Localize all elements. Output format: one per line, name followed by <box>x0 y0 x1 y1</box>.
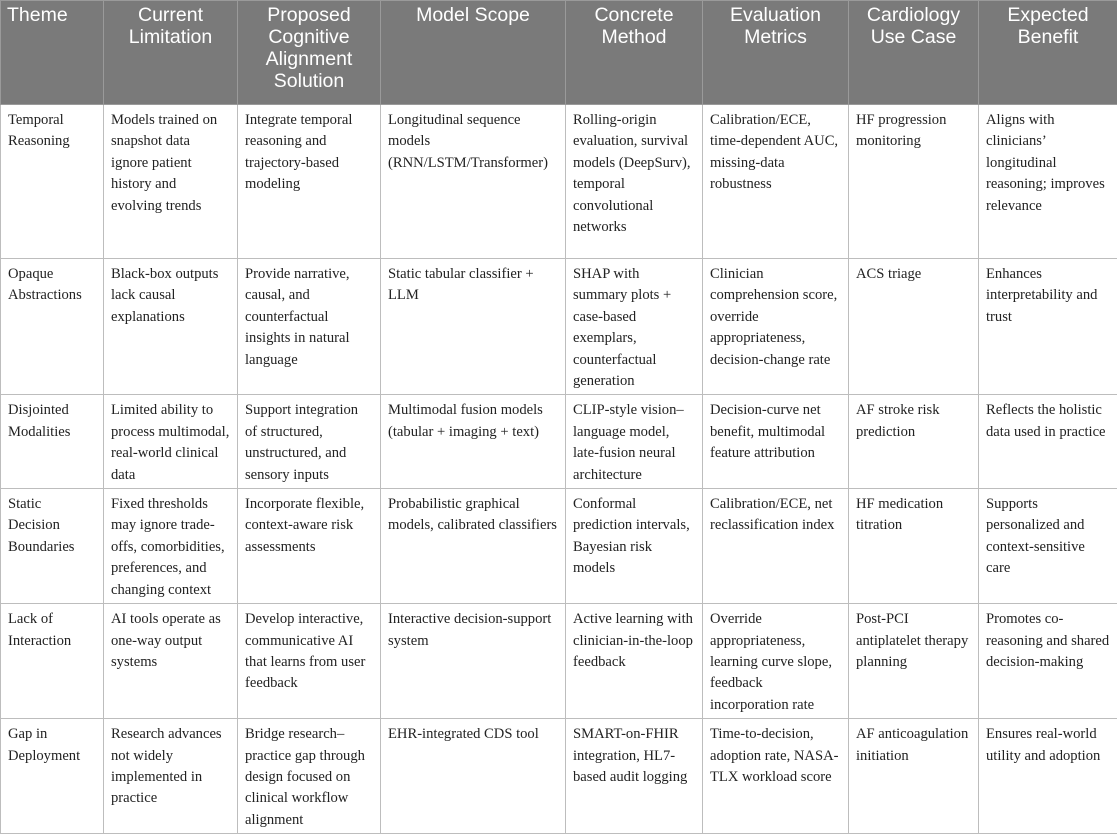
cell-scope: Probabilistic graphical models, calibrated classifiers <box>381 489 566 604</box>
cell-theme: Temporal Reasoning <box>1 105 104 259</box>
cell-benefit: Promotes co-reasoning and shared decision-making <box>979 604 1117 719</box>
cell-scope: Static tabular classifier + LLM <box>381 259 566 395</box>
cell-theme: Opaque Abstractions <box>1 259 104 395</box>
table-row <box>1 604 1117 719</box>
header-cardiology-use-case: Cardiology Use Case <box>849 1 979 105</box>
cell-metrics: Time-to-decision, adoption rate, NASA-TLX workload score <box>703 719 849 834</box>
header-expected-benefit: Expected Benefit <box>979 1 1117 105</box>
cell-benefit: Aligns with clinicians’ longitudinal reasoning; improves relevance <box>979 105 1117 259</box>
cell-limitation: AI tools operate as one-way output systems <box>104 604 238 719</box>
cell-method: CLIP-style vision–language model, late-fusion neural architecture <box>566 395 703 489</box>
cell-solution: Support integration of structured, unstructured, and sensory inputs <box>238 395 381 489</box>
cell-solution: Integrate temporal reasoning and trajectory-based modeling <box>238 105 381 259</box>
cell-theme: Lack of Interaction <box>1 604 104 719</box>
header-concrete-method: Concrete Method <box>566 1 703 105</box>
cell-use-case: AF anticoagulation initiation <box>849 719 979 834</box>
cell-theme: Static Decision Boundaries <box>1 489 104 604</box>
cell-benefit: Ensures real-world utility and adoption <box>979 719 1117 834</box>
cell-solution: Incorporate flexible, context-aware risk assessments <box>238 489 381 604</box>
cell-scope: Longitudinal sequence models (RNN/LSTM/Transformer) <box>381 105 566 259</box>
cell-benefit: Enhances interpretability and trust <box>979 259 1117 395</box>
cell-solution: Provide narrative, causal, and counterfactual insights in natural language <box>238 259 381 395</box>
header-model-scope: Model Scope <box>381 1 566 105</box>
cell-metrics: Override appropriateness, learning curve slope, feedback incorporation rate <box>703 604 849 719</box>
header-theme: Theme <box>1 1 104 105</box>
cell-use-case: HF progression monitoring <box>849 105 979 259</box>
cell-use-case: AF stroke risk prediction <box>849 395 979 489</box>
header-evaluation-metrics: Evaluation Metrics <box>703 1 849 105</box>
cell-scope: EHR-integrated CDS tool <box>381 719 566 834</box>
cell-method: SHAP with summary plots + case-based exemplars, counterfactual generation <box>566 259 703 395</box>
table-row <box>1 105 1117 259</box>
table-row <box>1 395 1117 489</box>
header-row <box>1 1 1117 105</box>
cell-limitation: Limited ability to process multimodal, real-world clinical data <box>104 395 238 489</box>
cell-use-case: HF medication titration <box>849 489 979 604</box>
cell-benefit: Supports personalized and context-sensitive care <box>979 489 1117 604</box>
table-row <box>1 259 1117 395</box>
cell-solution: Bridge research–practice gap through design focused on clinical workflow alignment <box>238 719 381 834</box>
cell-method: SMART-on-FHIR integration, HL7-based audit logging <box>566 719 703 834</box>
cell-scope: Interactive decision-support system <box>381 604 566 719</box>
cell-limitation: Models trained on snapshot data ignore patient history and evolving trends <box>104 105 238 259</box>
table-row <box>1 719 1117 834</box>
cell-solution: Develop interactive, communicative AI that learns from user feedback <box>238 604 381 719</box>
cell-metrics: Calibration/ECE, net reclassification index <box>703 489 849 604</box>
cell-limitation: Black-box outputs lack causal explanations <box>104 259 238 395</box>
table-row <box>1 489 1117 604</box>
cell-benefit: Reflects the holistic data used in practice <box>979 395 1117 489</box>
cell-method: Active learning with clinician-in-the-loop feedback <box>566 604 703 719</box>
cell-metrics: Clinician comprehension score, override appropriateness, decision-change rate <box>703 259 849 395</box>
cell-method: Conformal prediction intervals, Bayesian risk models <box>566 489 703 604</box>
cell-theme: Gap in Deployment <box>1 719 104 834</box>
cell-method: Rolling-origin evaluation, survival models (DeepSurv), temporal convolutional networks <box>566 105 703 259</box>
cell-limitation: Research advances not widely implemented in practice <box>104 719 238 834</box>
header-current-limitation: Current Limitation <box>104 1 238 105</box>
cell-use-case: ACS triage <box>849 259 979 395</box>
cell-use-case: Post-PCI antiplatelet therapy planning <box>849 604 979 719</box>
cell-scope: Multimodal fusion models (tabular + imaging + text) <box>381 395 566 489</box>
cell-limitation: Fixed thresholds may ignore trade-offs, comorbidities, preferences, and changing context <box>104 489 238 604</box>
cell-metrics: Calibration/ECE, time-dependent AUC, missing-data robustness <box>703 105 849 259</box>
header-proposed-solution: Proposed Cognitive Alignment Solution <box>238 1 381 105</box>
cell-metrics: Decision-curve net benefit, multimodal feature attribution <box>703 395 849 489</box>
cell-theme: Disjointed Modalities <box>1 395 104 489</box>
